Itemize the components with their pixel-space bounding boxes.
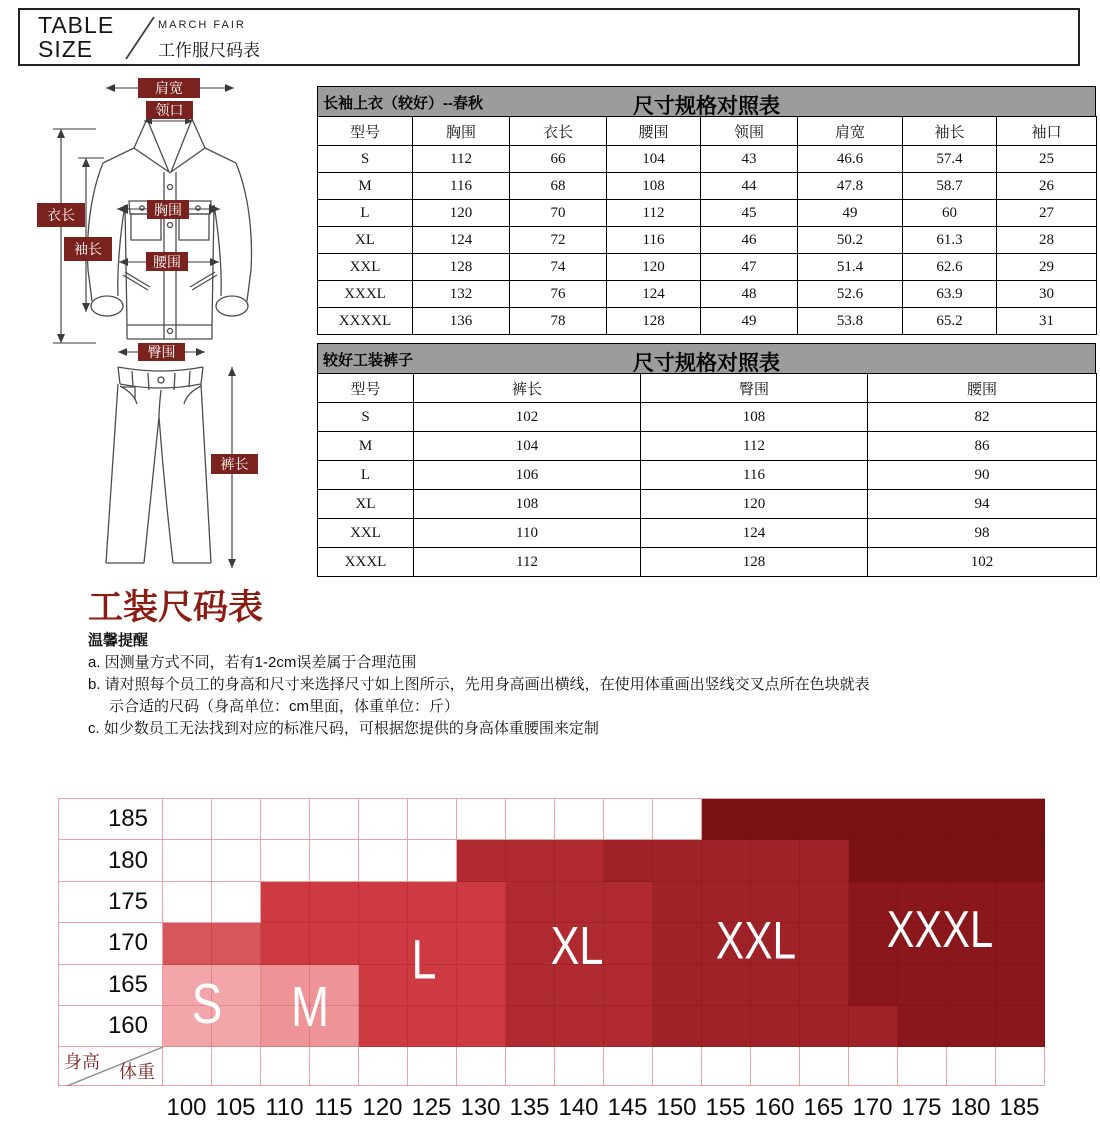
x-tick-label: 145 [607,1094,648,1121]
grid-cell [261,923,310,964]
grid-cell [359,965,408,1006]
grid-cell [506,840,555,881]
table-cell: 120 [413,200,510,227]
table-cell: 102 [414,403,641,432]
axis-corner-cell [59,1047,163,1086]
table-cell: 58.7 [903,173,997,200]
size-region-label: L [411,927,437,991]
table-cell: XL [318,227,413,254]
grid-cell [359,840,408,881]
table-cell: 52.6 [798,281,903,308]
x-tick-label: 105 [215,1094,256,1121]
table-cell: L [318,461,414,490]
table-cell: 28 [997,227,1097,254]
table-cell: 66 [510,146,607,173]
grid-cell [751,1006,800,1047]
y-axis-title: 身高 [64,1052,100,1073]
grid-cell [506,1006,555,1047]
table-cell: XXXL [318,548,414,577]
table-cell: M [318,432,414,461]
table-cell: 108 [641,403,868,432]
table-cell: 50.2 [798,227,903,254]
grid-cell [702,1006,751,1047]
column-header: 领围 [701,117,798,146]
table-row [318,254,1097,281]
grid-cell [653,840,702,881]
grid-cell [457,923,506,964]
grid-cell [555,1006,604,1047]
column-header: 裤长 [414,374,641,403]
grid-cell [849,1047,898,1086]
table-cell: 43 [701,146,798,173]
grid-cell [310,1047,359,1086]
y-tick-label: 170 [59,923,163,964]
x-tick-label: 120 [362,1094,403,1121]
grid-cell [604,965,653,1006]
grid-cell [800,1006,849,1047]
x-tick-label: 125 [411,1094,452,1121]
grid-cell [653,1006,702,1047]
grid-cell [800,923,849,964]
x-tick-label: 135 [509,1094,550,1121]
grid-cell [212,923,261,964]
x-tick-label: 155 [705,1094,746,1121]
table-row [318,281,1097,308]
table-cell: 62.6 [903,254,997,281]
grid-cell [653,882,702,923]
table-cell: 108 [607,173,701,200]
grid-cell [359,923,408,964]
x-tick-label: 150 [656,1094,697,1121]
grid-cell [310,882,359,923]
grid-cell [947,965,996,1006]
grid-cell [163,1047,212,1086]
header-banner [18,8,1080,66]
table-cell: 25 [997,146,1097,173]
table-row [318,490,1097,519]
notes-block [88,630,1048,740]
table-cell: XXL [318,254,413,281]
table-cell: 63.9 [903,281,997,308]
grid-cell [604,1047,653,1086]
table-cell: 70 [510,200,607,227]
grid-cell [996,965,1045,1006]
jacket-table-titlebar [317,86,1096,116]
grid-cell [261,1047,310,1086]
table-cell: 106 [414,461,641,490]
pants-size-table [317,373,1097,577]
table-cell: XXXXL [318,308,413,335]
jacket-table-title: 长袖上衣（较好）--春秋 [323,95,483,112]
grid-cell [947,1006,996,1047]
table-cell: 46 [701,227,798,254]
x-tick-label: 180 [950,1094,991,1121]
table-cell: 116 [413,173,510,200]
pants-table-title: 较好工装裤子 [323,352,414,369]
grid-cell [702,1047,751,1086]
grid-cell [506,799,555,840]
grid-cell [506,965,555,1006]
y-tick-label: 185 [59,799,163,840]
table-cell: S [318,146,413,173]
grid-cell [800,882,849,923]
grid-cell [996,1006,1045,1047]
grid-cell [212,799,261,840]
label-chest: 胸围 [154,202,182,218]
brand-line1: TABLE [38,12,115,38]
grid-cell [163,799,212,840]
column-header: 臀围 [641,374,868,403]
pants-spec-table [317,343,1096,577]
grid-cell [604,882,653,923]
label-pants-length: 裤长 [220,456,249,472]
table-cell: M [318,173,413,200]
table-cell: 120 [607,254,701,281]
grid-cell [702,799,751,840]
label-waist: 腰围 [153,254,181,270]
grid-cell [408,840,457,881]
pants-measure-labels [138,343,258,474]
notes-heading: 温馨提醒 [88,632,149,649]
grid-cell [800,1047,849,1086]
table-cell: 86 [868,432,1097,461]
table-cell: XXXL [318,281,413,308]
grid-cell [653,799,702,840]
grid-cell [653,1047,702,1086]
size-region-label: XL [550,916,604,976]
table-row [318,548,1097,577]
table-row [318,227,1097,254]
grid-cell [849,840,898,881]
grid-cell [996,923,1045,964]
grid-cell [261,840,310,881]
table-cell: 30 [997,281,1097,308]
x-tick-label: 115 [314,1094,353,1121]
table-cell: 108 [414,490,641,519]
table-cell: 124 [413,227,510,254]
column-header: 袖长 [903,117,997,146]
grid-cell [604,799,653,840]
jacket-size-table [317,116,1097,335]
grid-cell [849,1006,898,1047]
x-tick-label: 110 [265,1094,304,1121]
pants-table-subtitle: 尺寸规格对照表 [633,352,780,375]
grid-cell [898,1047,947,1086]
grid-cell [261,799,310,840]
note-line: 示合适的尺码（身高单位：cm里面，体重单位：斤） [109,698,459,715]
table-cell: XL [318,490,414,519]
grid-cell [457,965,506,1006]
grid-cell [604,840,653,881]
table-cell: 90 [868,461,1097,490]
grid-cell [408,1006,457,1047]
banner-title: 工作服尺码表 [158,41,260,60]
table-cell: 116 [641,461,868,490]
table-cell: 78 [510,308,607,335]
grid-cell [653,965,702,1006]
table-row [318,403,1097,432]
column-header: 胸围 [413,117,510,146]
table-cell: 82 [868,403,1097,432]
table-cell: 116 [607,227,701,254]
label-collar: 领口 [155,102,184,118]
x-tick-label: 165 [803,1094,844,1121]
table-cell: 72 [510,227,607,254]
grid-cell [555,1047,604,1086]
brand-logo [38,13,114,61]
table-cell: 46.6 [798,146,903,173]
grid-cell [947,1047,996,1086]
x-tick-label: 170 [852,1094,893,1121]
column-header: 腰围 [607,117,701,146]
header-row [318,117,1097,146]
label-hip: 臀围 [147,344,176,360]
jacket-drawing [88,115,252,339]
grid-cell [996,1047,1045,1086]
grid-cell [800,965,849,1006]
table-cell: 128 [413,254,510,281]
y-tick-label: 180 [59,840,163,881]
height-weight-chart [58,798,1044,1128]
x-axis-title: 体重 [119,1062,155,1083]
table-cell: 47.8 [798,173,903,200]
table-cell: 68 [510,173,607,200]
table-cell: 112 [607,200,701,227]
table-cell: 128 [641,548,868,577]
column-header: 型号 [318,117,413,146]
x-tick-label: 185 [999,1094,1040,1121]
table-cell: 132 [413,281,510,308]
grid-cell [359,1006,408,1047]
grid-cell [898,799,947,840]
jacket-spec-table [317,86,1096,335]
grid-cell [310,923,359,964]
table-row [318,432,1097,461]
grid-cell [849,799,898,840]
table-cell: 112 [413,146,510,173]
jacket-table-subtitle: 尺寸规格对照表 [633,95,780,118]
table-cell: 44 [701,173,798,200]
table-cell: 31 [997,308,1097,335]
table-cell: 124 [641,519,868,548]
y-tick-label: 160 [59,1006,163,1047]
slash-divider-icon [118,12,162,62]
table-cell: 53.8 [798,308,903,335]
grid-cell [310,799,359,840]
brand-line2: SIZE [38,36,94,62]
table-cell: 45 [701,200,798,227]
grid-cell [457,1047,506,1086]
x-tick-label: 130 [460,1094,501,1121]
label-sleeve-length: 袖长 [74,241,102,257]
table-cell: 112 [414,548,641,577]
table-cell: 48 [701,281,798,308]
banner-subtitle: MARCH FAIR [158,19,246,31]
grid-cell [947,840,996,881]
table-cell: 65.2 [903,308,997,335]
table-row [318,519,1097,548]
grid-cell [996,799,1045,840]
grid-cell [163,923,212,964]
grid-cell [751,799,800,840]
size-region-label: S [191,972,223,1036]
table-cell: 94 [868,490,1097,519]
x-tick-label: 140 [558,1094,599,1121]
grid-cell [800,799,849,840]
grid-cell [457,799,506,840]
grid-cell [212,1047,261,1086]
grid-cell [898,840,947,881]
grid-cell [702,840,751,881]
size-region-label: M [291,975,329,1039]
y-tick-label: 165 [59,965,163,1006]
column-header: 衣长 [510,117,607,146]
grid-cell [359,882,408,923]
table-row [318,173,1097,200]
table-row [318,308,1097,335]
grid-cell [408,799,457,840]
table-cell: 98 [868,519,1097,548]
label-jacket-length: 衣长 [47,207,75,223]
grid-cell [506,923,555,964]
grid-cell [751,1047,800,1086]
grid-cell [359,799,408,840]
table-cell: XXL [318,519,414,548]
table-cell: 120 [641,490,868,519]
grid-cell [800,840,849,881]
grid-cell [849,965,898,1006]
grid-cell [653,923,702,964]
table-cell: 104 [414,432,641,461]
grid-cell [457,840,506,881]
jacket-measure-figure [30,75,310,347]
grid-cell [898,965,947,1006]
table-cell: 49 [701,308,798,335]
x-tick-label: 100 [166,1094,207,1121]
grid-cell [604,923,653,964]
table-cell: 124 [607,281,701,308]
table-row [318,146,1097,173]
table-row [318,200,1097,227]
table-cell: 110 [414,519,641,548]
grid-cell [604,1006,653,1047]
y-tick-label: 175 [59,882,163,923]
grid-cell [555,840,604,881]
grid-cell [163,840,212,881]
grid-cell [996,840,1045,881]
table-row [318,461,1097,490]
table-cell: 47 [701,254,798,281]
grid-cell [996,882,1045,923]
grid-cell [212,840,261,881]
size-region-label: XXL [715,911,797,971]
note-line: b. 请对照每个员工的身高和尺寸来选择尺寸如上图所示，先用身高画出横线，在使用体重画出竖线交叉点所在色块就表 [88,676,870,693]
table-cell: 26 [997,173,1097,200]
table-cell: 136 [413,308,510,335]
grid-cell [408,1047,457,1086]
grid-cell [898,1006,947,1047]
table-cell: 76 [510,281,607,308]
grid-cell [408,882,457,923]
table-cell: 102 [868,548,1097,577]
table-cell: 29 [997,254,1097,281]
table-cell: 61.3 [903,227,997,254]
label-shoulder-width: 肩宽 [155,80,183,96]
table-cell: 51.4 [798,254,903,281]
size-region-label: XXXL [886,901,994,959]
grid-cell [947,799,996,840]
table-cell: L [318,200,413,227]
grid-cell [261,882,310,923]
grid-cell [506,882,555,923]
grid-cell [310,840,359,881]
section-title: 工装尺码表 [88,588,264,627]
column-header: 肩宽 [798,117,903,146]
table-cell: 57.4 [903,146,997,173]
pants-table-titlebar [317,343,1096,373]
note-line: c. 如少数员工无法找到对应的标准尺码，可根据您提供的身高体重腰围来定制 [88,720,599,737]
pants-drawing [106,367,211,563]
grid-cell [457,882,506,923]
grid-cell [457,1006,506,1047]
x-tick-label: 160 [754,1094,795,1121]
grid-cell [359,1047,408,1086]
column-header: 型号 [318,374,414,403]
table-cell: 104 [607,146,701,173]
grid-cell [751,840,800,881]
grid-cell [555,799,604,840]
grid-cell [163,882,212,923]
table-cell: 112 [641,432,868,461]
grid-cell [212,882,261,923]
table-cell: 74 [510,254,607,281]
x-tick-label: 175 [901,1094,942,1121]
table-cell: 27 [997,200,1097,227]
pants-measure-figure [82,340,282,585]
column-header: 腰围 [868,374,1097,403]
column-header: 袖口 [997,117,1097,146]
note-line: a. 因测量方式不同，若有1-2cm误差属于合理范围 [88,654,417,671]
header-row [318,374,1097,403]
table-cell: 49 [798,200,903,227]
grid-cell [506,1047,555,1086]
table-cell: 60 [903,200,997,227]
table-cell: 128 [607,308,701,335]
table-cell: S [318,403,414,432]
